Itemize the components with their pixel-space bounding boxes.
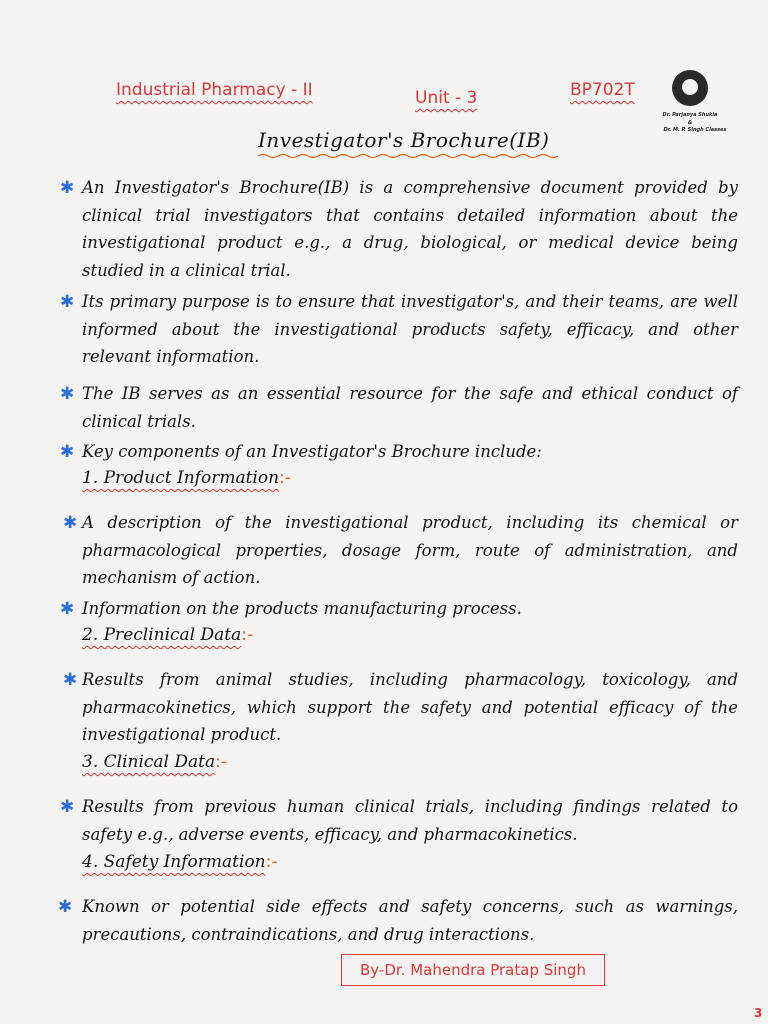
bullet-star-icon: ✱ xyxy=(60,599,75,619)
intro-bullet-4: Key components of an Investigator's Brochure include: xyxy=(82,442,542,461)
section-1-bullet-2: Information on the products manufacturing process. xyxy=(82,599,522,618)
section-heading-colon: :- xyxy=(215,752,227,772)
subject-label: Industrial Pharmacy - II xyxy=(116,80,313,100)
section-heading-colon: :- xyxy=(265,852,278,872)
section-heading-text: 4. Safety Information xyxy=(82,852,266,872)
intro-bullet-3: The IB serves as an essential resource for the safe and ethical conduct of clinical trials. xyxy=(82,384,738,431)
author-signature-box xyxy=(341,954,605,986)
section-4-bullet-1: Known or potential side effects and safety concerns, such as warnings, precautions, contraindications, and drug interactions. xyxy=(82,897,738,944)
page-number: 3 xyxy=(754,1006,763,1020)
course-code: BP702T xyxy=(570,80,635,100)
section-heading-text: 3. Clinical Data xyxy=(82,752,216,772)
section-heading-text: 2. Preclinical Data xyxy=(82,625,242,645)
bullet-star-icon: ✱ xyxy=(60,178,75,198)
section-heading-preclinical-data xyxy=(82,625,253,645)
bullet-star-icon: ✱ xyxy=(58,897,73,917)
bullet-star-icon: ✱ xyxy=(63,513,78,533)
section-1-bullet-1: A description of the investigational product, including its chemical or pharmacological properties, dosage form, route of administration, and mechanism of action. xyxy=(82,513,738,587)
unit-label: Unit - 3 xyxy=(415,88,478,108)
intro-bullet-1: An Investigator's Brochure(IB) is a comprehensive document provided by clinical trial investigators that contains detailed information about the investigational product e.g., a drug, biological, or medical device being studied in a clinical trial. xyxy=(82,178,738,280)
page-title: Investigator's Brochure(IB) xyxy=(258,128,550,152)
section-heading-safety-information xyxy=(82,852,278,872)
bullet-star-icon: ✱ xyxy=(60,384,75,404)
section-heading-text: 1. Product Information xyxy=(82,468,280,488)
bullet-star-icon: ✱ xyxy=(63,670,78,690)
section-heading-colon: :- xyxy=(241,625,254,645)
section-heading-clinical-data xyxy=(82,752,227,772)
bullet-star-icon: ✱ xyxy=(60,797,75,817)
intro-bullet-2: Its primary purpose is to ensure that investigator's, and their teams, are well informed about the investigational products safety, efficacy, and other relevant information. xyxy=(82,292,738,366)
section-heading-product-information xyxy=(82,468,291,488)
logo-text-1: Dr. Parjanya Shukla xyxy=(662,112,718,118)
logo-text-2: & xyxy=(687,120,693,126)
section-heading-colon: :- xyxy=(279,468,291,488)
bullet-star-icon: ✱ xyxy=(60,442,75,462)
bullet-star-icon: ✱ xyxy=(60,292,75,312)
section-2-bullet-1: Results from animal studies, including pharmacology, toxicology, and pharmacokinetics, which support the safety and potential efficacy of the investigational product. xyxy=(82,670,738,744)
section-3-bullet-1: Results from previous human clinical trials, including findings related to safety e.g., adverse events, efficacy, and pharmacokinetics. xyxy=(82,797,738,844)
classes-logo-icon xyxy=(672,70,708,106)
author-signature: By-Dr. Mahendra Pratap Singh xyxy=(360,961,586,979)
logo-text-3: Dr. M. P. Singh Classes xyxy=(663,127,727,133)
title-underline xyxy=(258,153,558,159)
